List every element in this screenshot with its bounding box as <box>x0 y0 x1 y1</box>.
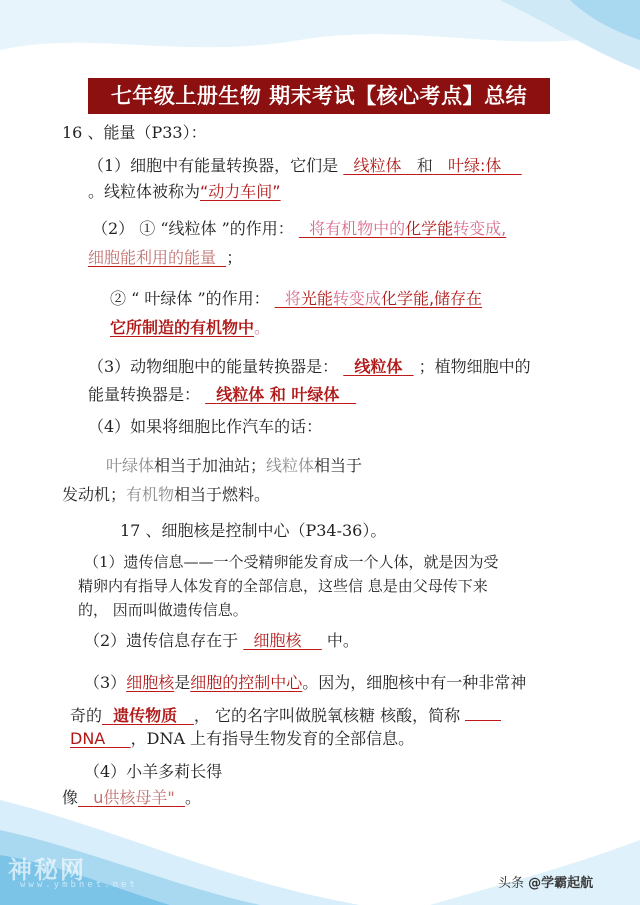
q16-analogy-line1 <box>106 454 362 478</box>
answer-mitochondria: 线粒体 <box>353 156 402 175</box>
q16-item2-line1 <box>92 217 506 241</box>
credit-handle: @学霸起航 <box>528 876 594 891</box>
q17-item3-line1 <box>84 671 526 695</box>
answer-mito-role-line2: 细胞能利用的能量 <box>88 248 217 267</box>
answer-chloro-role-line2: 它所制造的有机物中 <box>110 318 255 337</box>
answer-chloro-role-c: 转变成 <box>332 289 381 308</box>
author-credit <box>498 872 593 891</box>
watermark-url: www.ymbnet.net <box>20 880 138 890</box>
answer-nucleus: 细胞核 <box>253 631 302 650</box>
q16-analogy-line2 <box>62 483 270 507</box>
q16-item4-text2: ；植物细胞中的 <box>418 357 531 376</box>
q17-item2 <box>84 629 359 653</box>
q17-item3-text3: ， 它的名字叫做脱氧核糖 核酸，简称 <box>193 706 461 725</box>
q16-item1-line1 <box>88 154 522 178</box>
answer-chloro-role-d: 化学能 <box>380 289 429 308</box>
page-title: 七年级上册生物 期末考试【核心考点】总结 <box>88 78 550 114</box>
q17-item3-text2: 奇的 <box>70 706 103 725</box>
credit-prefix: 头条 <box>498 876 525 891</box>
answer-chloro-role-a: 将 <box>284 289 301 308</box>
q17-item3-line3 <box>70 727 414 751</box>
answer-dna: DNA <box>70 729 106 748</box>
q16-item2-end: ； <box>226 248 243 267</box>
q16-item3-line2 <box>110 316 270 340</box>
answer-chloroplast: 叶绿:体 <box>448 156 502 175</box>
q16-item3-line1 <box>110 287 482 311</box>
q16-item4-line2 <box>88 383 356 407</box>
q16-item1-line2 <box>88 180 281 204</box>
analogy-mitochondria: 线粒体 <box>266 456 315 475</box>
answer-nucleus-2: 细胞核 <box>126 673 175 692</box>
q16-item3-text: ② “ 叶绿体 ”的作用： <box>110 289 270 308</box>
q17-item1-line3: 的， 因而叫做遗传信息。 <box>78 601 248 619</box>
q17-item4-end: 。 <box>184 788 201 807</box>
answer-blank-line <box>465 702 501 721</box>
q17-item3-text: 。因为，细胞核中有一种非常神 <box>302 673 527 692</box>
q17-item4-line1: （4）小羊多莉长得 <box>84 762 223 781</box>
answer-control-center: 细胞的控制中心 <box>190 673 303 692</box>
q16-item4-text3: 能量转换器是： <box>88 385 201 404</box>
analogy-gas-station: 相当于加油站； <box>154 456 267 475</box>
q16-item1-and: 和 <box>416 156 433 175</box>
analogy-engine: 发动机 <box>62 485 111 504</box>
analogy-fuel: 相当于燃料。 <box>174 485 271 504</box>
q17-item4-text: 像 <box>62 788 79 807</box>
q17-item3-line2 <box>70 702 501 728</box>
q16-item2-line2 <box>88 246 242 270</box>
answer-animal-converter: 线粒体 <box>354 357 403 376</box>
answer-donor-sheep: u供核母羊" <box>93 788 175 807</box>
q17-item3-num: （3） <box>84 673 127 692</box>
watermark-logo: 神秘网 <box>8 856 86 884</box>
analogy-chloroplast: 叶绿体 <box>106 456 155 475</box>
answer-chloro-role-b: 光能 <box>300 289 333 308</box>
q16-item1-text2: 。线粒体被称为 <box>88 182 201 201</box>
answer-mito-role-c: 转变成, <box>453 219 507 238</box>
q17-item3-text4: ，DNA 上有指导生物发育的全部信息。 <box>130 729 415 748</box>
q17-item4-line2 <box>62 786 201 810</box>
section-17-heading: 17 、细胞核是控制中心（P34-36）。 <box>120 521 387 540</box>
section-16-heading: 16 、能量（P33）： <box>62 123 207 142</box>
analogy-sep: ； <box>110 485 127 504</box>
analogy-organic: 有机物 <box>126 485 175 504</box>
q17-item1-line2: 精卵内有指导人体发育的全部信息，这些信 息是由父母传下来 <box>78 577 488 595</box>
answer-mito-role-b: 化学能 <box>405 219 454 238</box>
q16-item2-text: （2） ① “线粒体 ”的作用： <box>92 219 294 238</box>
q17-item1-line1: （1）遗传信息——一个受精卵能发育成一个人体，就是因为受 <box>84 553 499 571</box>
q16-item4-line1 <box>88 355 531 379</box>
q16-item5: （4）如果将细胞比作汽车的话： <box>88 417 323 436</box>
q16-item4-text: （3）动物细胞中的能量转换器是： <box>88 357 339 376</box>
answer-mito-role-a: 将有机物中的 <box>309 219 406 238</box>
q17-item2-end: 中。 <box>326 631 359 650</box>
answer-genetic-material: 遗传物质 <box>113 706 178 725</box>
q16-item1-text: （1）细胞中有能量转换器，它们是 <box>88 156 339 175</box>
answer-plant-converter: 线粒体 和 叶绿体 <box>216 385 340 404</box>
q17-item2-text: （2）遗传信息存在于 <box>84 631 239 650</box>
analogy-equals: 相当于 <box>314 456 363 475</box>
answer-power-station: “动力车间” <box>200 182 281 201</box>
q16-item3-end: 。 <box>254 318 271 337</box>
q17-item3-is: 是 <box>174 673 191 692</box>
answer-chloro-role-e: ,储存在 <box>428 289 483 308</box>
